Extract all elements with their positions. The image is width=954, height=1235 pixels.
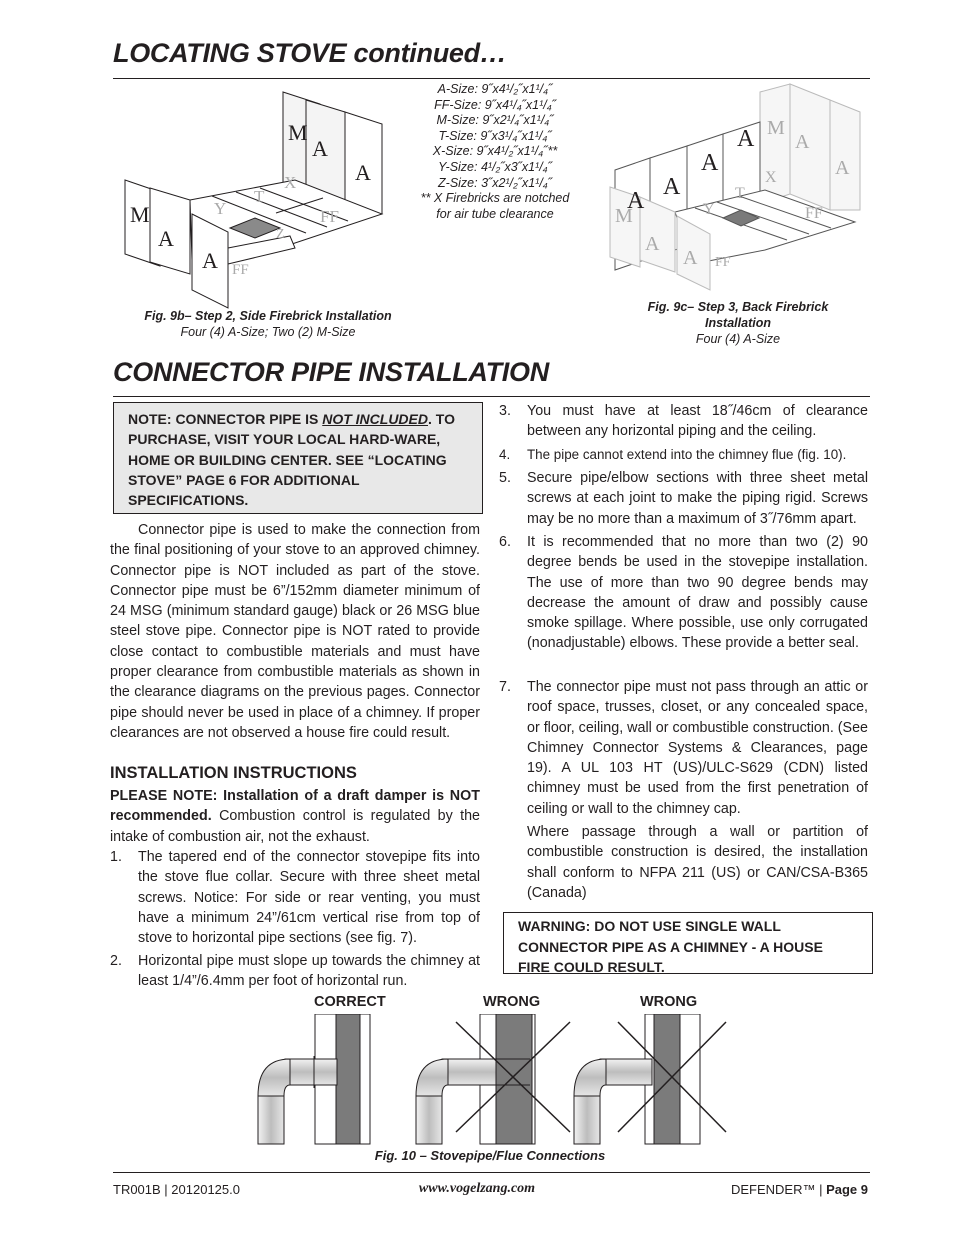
fig9b-letter-y: Y	[214, 199, 227, 218]
section-title: CONNECTOR PIPE INSTALLATION	[113, 357, 549, 387]
step-1-num: 1.	[110, 849, 122, 865]
fig9c-letter-ff2: FF	[715, 255, 731, 270]
size-t: T-Size: 9˝x3¹/₄˝x1¹/₄˝	[438, 128, 552, 143]
fig9c-letter-a4: A	[737, 126, 755, 152]
size-y: Y-Size: 4¹/₂˝x3˝x1¹/₄˝	[438, 159, 552, 174]
size-z: Z-Size: 3˝x2¹/₂˝x1¹/₄˝	[438, 175, 552, 190]
fig10-label-correct: CORRECT	[314, 994, 386, 1010]
size-a: A-Size: 9˝x4¹/₂˝x1¹/₄˝	[437, 82, 553, 96]
fig9b-letter-m: M	[288, 120, 308, 145]
fig9c-letter-a7: A	[645, 233, 660, 255]
fig9b-letter-ff2: FF	[232, 262, 249, 278]
step-2-num: 2.	[110, 953, 122, 969]
section-rule	[113, 396, 870, 397]
footer-page	[731, 1182, 868, 1197]
size-x: X-Size: 9˝x4¹/₂˝x1¹/₄˝**	[432, 144, 558, 159]
footer-rule	[113, 1172, 870, 1173]
note-prefix: NOTE: CONNECTOR PIPE IS	[128, 411, 323, 427]
fig9c-letter-y: Y	[703, 201, 715, 218]
step-7-num: 7.	[499, 679, 511, 695]
fig10-caption: Fig. 10 – Stovepipe/Flue Connections	[374, 1148, 606, 1163]
footer-page-number: Page 9	[826, 1182, 868, 1197]
step-7-extra-text: Where passage through a wall or partition of combustible construction is desired, the installation shall conform to NFPA 211 (US) or CAN/CSA-B365 (Canada)	[527, 824, 868, 901]
fig9c-letter-a1: A	[627, 188, 645, 214]
fig9c-letter-a6: A	[835, 157, 850, 179]
footer-product: DEFENDER™ |	[730, 1182, 827, 1197]
fig9c-title: Fig. 9c– Step 3, Back Firebrick	[647, 300, 829, 314]
step-3-num: 3.	[499, 403, 511, 419]
fig9c-letter-m: M	[767, 117, 785, 139]
step-1	[110, 847, 480, 948]
step-7-text: The connector pipe must not pass through an attic or roof space, trusses, closet, or any concealed space, or floor, ceiling, wall or combustible construction. (See Chimney Connector Systems & Clearances, page 19). A UL 103 HT (US)/ULC-S629 (CDN) listed chimney must be used from the first penetration of ceiling or wall to the chimney cap.	[527, 679, 868, 817]
note-rest: . TO PURCHASE, VISIT YOUR LOCAL HARD-WARE, HOME OR BUILDING CENTER. SEE “LOCATING STOVE” PAGE 6 FOR ADDITIONAL SPECIFICATIONS.	[128, 411, 455, 509]
step-5-num: 5.	[499, 470, 511, 486]
fig9c-letter-a5: A	[795, 131, 810, 153]
step-7-extra	[499, 822, 868, 903]
size-note-1: ** X Firebricks are notched	[420, 191, 570, 206]
fig10-illustration	[250, 1014, 730, 1146]
step-3-text: You must have at least 18˝/46cm of clearance between any horizontal piping and the ceiling.	[527, 403, 868, 440]
fig9c-letter-t: T	[735, 185, 745, 202]
size-ff: FF-Size: 9˝x4¹/₄˝x1¹/₄˝	[434, 97, 556, 112]
please-note-rest: Combustion control is regulated by the intake of combustion air, not the exhaust.	[110, 808, 480, 845]
fig9b-letter-a1: A	[312, 136, 328, 161]
step-6-text: It is recommended that no more than two (2) 90 degree bends be used in the stovepipe installation. The use of more than two 90 degree bends may decrease the amount of draw and possibly cause smoke spillage. Where possible, use only corrugated (nonadjustable) elbows. These provide a better seal.	[527, 534, 868, 652]
fig9b-caption	[118, 308, 418, 340]
step-6-num: 6.	[499, 534, 511, 550]
fig9b-letter-x: X	[284, 173, 297, 192]
step-3	[499, 401, 868, 442]
warning-box: WARNING: DO NOT USE SINGLE WALL CONNECTOR PIPE AS A CHIMNEY - A HOUSE FIRE COULD RESULT.	[503, 912, 873, 974]
please-note-bold: PLEASE NOTE: Installation of a draft damper is NOT recommended.	[110, 788, 480, 825]
fig9c-letter-x: X	[765, 169, 777, 186]
step-5-text: Secure pipe/elbow sections with three sheet metal screws at each joint to make the piping rigid. Screws may be no more than a maximum of 3˝/76mm apart.	[527, 470, 868, 527]
step-4-num: 4.	[499, 447, 511, 462]
step-4-text: The pipe cannot extend into the chimney flue (fig. 10).	[527, 447, 847, 462]
page-title: LOCATING STOVE continued…	[113, 38, 507, 68]
step-2	[110, 951, 480, 992]
size-note-2: for air tube clearance	[436, 206, 554, 221]
fig9b-letter-a4: A	[202, 248, 218, 273]
step-5	[499, 468, 868, 529]
fig9c-letter-a2: A	[663, 174, 681, 200]
fig9c-letter-a8: A	[683, 247, 698, 269]
footer-doc-code: TR001B | 20120125.0	[113, 1182, 240, 1197]
fig10-label-wrong-2: WRONG	[640, 994, 698, 1010]
step-4	[499, 445, 868, 465]
note-box	[113, 402, 483, 514]
fig9c-illustration	[605, 82, 870, 292]
fig9c-letter-m2: M	[615, 205, 633, 227]
fig9c-letter-a3: A	[701, 150, 719, 176]
step-2-text: Horizontal pipe must slope up towards the chimney at least 1/4”/6.4mm per foot of horizontal run.	[138, 953, 480, 990]
fig9b-letter-a3: A	[158, 226, 174, 251]
note-emphasis: NOT INCLUDED	[322, 411, 428, 427]
step-1-text: The tapered end of the connector stovepipe fits into the stove flue collar. Secure with three sheet metal screws. Notice: For side or rear venting, you must have a minimum 24”/61cm vertical rise from top of stove to horizontal pipe sections (see fig. 7).	[138, 849, 480, 947]
install-heading: INSTALLATION INSTRUCTIONS	[110, 764, 357, 782]
fig9c-title-2: Installation	[705, 316, 771, 330]
fig9b-letter-t: T	[254, 187, 265, 206]
install-please-note	[110, 786, 480, 847]
fig9b-subtitle: Four (4) A-Size; Two (2) M-Size	[180, 325, 356, 339]
firebrick-sizes-list	[405, 82, 585, 222]
fig9c-caption	[618, 299, 858, 347]
fig9c-letter-ff: FF	[805, 205, 823, 222]
step-7	[499, 677, 868, 819]
fig9c-subtitle: Four (4) A-Size	[695, 332, 781, 346]
fig9b-letter-a2: A	[355, 160, 371, 185]
fig9b-letter-m2: M	[130, 202, 150, 227]
footer-website[interactable]: www.vogelzang.com	[418, 1181, 536, 1196]
size-m: M-Size: 9˝x2¹/₄˝x1¹/₄˝	[436, 113, 554, 128]
fig9b-letter-ff: FF	[320, 207, 339, 226]
fig9b-letter-z: Z	[276, 227, 285, 242]
fig10-label-wrong-1: WRONG	[483, 994, 541, 1010]
fig9b-illustration	[120, 88, 420, 310]
fig9b-title: Fig. 9b– Step 2, Side Firebrick Installation	[144, 309, 392, 323]
intro-paragraph: Connector pipe is used to make the connection from the final positioning of your stove to an approved chimney. Connector pipe is NOT included as part of the stove. Connector pipe must be 6”/152mm diameter minimum of 24 MSG (minimum standard gauge) black or 26 MSG blue steel stove pipe. Connector pipe is NOT rated to provide close contact to combustible materials and must have proper clearance from combustible materials as shown in the clearance diagrams on the previous pages. Connector pipe should never be used in place of a chimney. If proper clearances are not observed a house fire could result.	[110, 522, 480, 741]
step-6	[499, 532, 868, 654]
header-rule	[113, 78, 870, 79]
